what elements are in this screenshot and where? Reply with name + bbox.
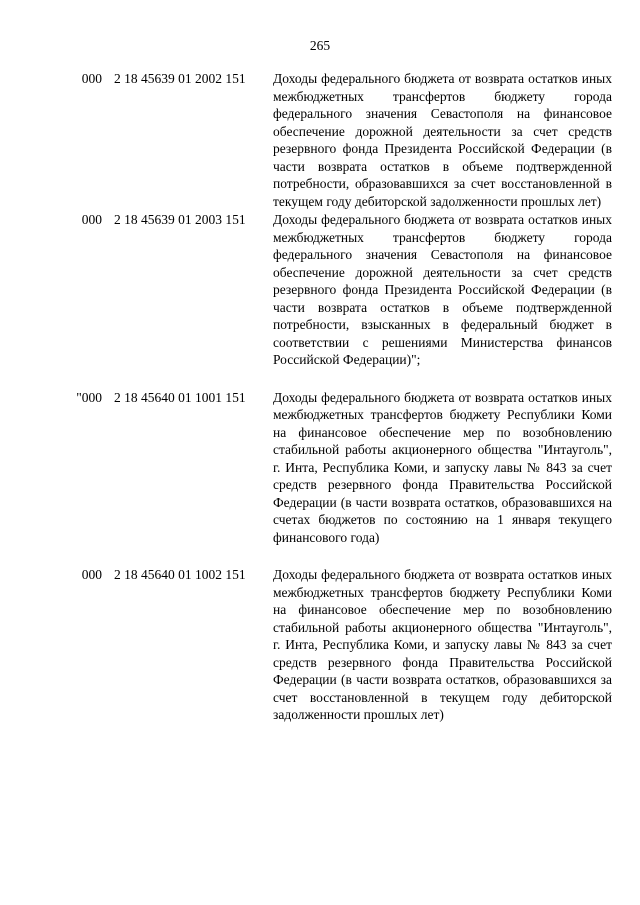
row-description: Доходы федерального бюджета от возврата остатков иных межбюджетных трансфертов бюджету города федерального значения Севастополя на финансовое обеспечение дорожной деятельности за счет средств резервного фонда Президента Российской Федерации (в части возврата остатков в объеме подтвержденной потребности, взысканных в федеральный бюджет в соответствии с решениями Министерства финансов Российской Федерации)"; <box>273 212 612 367</box>
admin-code: 000 <box>81 212 102 227</box>
row-description: Доходы федерального бюджета от возврата остатков иных межбюджетных трансфертов бюджету Республики Коми на финансовое обеспечение мер по возобновлению стабильной работы акционерного общества "Интауголь", г. Инта, Республика Коми, и запуску лавы № 843 за счет средств резервного фонда Правительства Российской Федерации (в части возврата остатков, образовавшихся за счет восстановленной в текущем году дебиторской задолженности прошлых лет) <box>273 567 612 722</box>
table-row <box>0 211 640 369</box>
table-row <box>0 566 640 724</box>
admin-code: 000 <box>81 567 102 582</box>
budget-classification-code: 2 18 45640 01 1002 151 <box>114 567 246 582</box>
budget-code-table <box>0 70 640 724</box>
admin-code: 000 <box>81 71 102 86</box>
table-row <box>0 70 640 210</box>
admin-code: "000 <box>76 389 102 405</box>
row-description: Доходы федерального бюджета от возврата остатков иных межбюджетных трансфертов бюджету Республики Коми на финансовое обеспечение мер по возобновлению стабильной работы акционерного общества "Интауголь", г. Инта, Республика Коми, и запуску лавы № 843 за счет средств резервного фонда Правительства Российской Федерации (в части возврата остатков, образовавшихся на счетах бюджетов по состоянию на 1 января текущего финансового года) <box>273 389 612 545</box>
row-description: Доходы федерального бюджета от возврата остатков иных межбюджетных трансфертов бюджету города федерального значения Севастополя на финансовое обеспечение дорожной деятельности за счет средств резервного фонда Президента Российской Федерации (в части возврата остатков в объеме подтвержденной потребности, образовавшихся за счет восстановленной в текущем году дебиторской задолженности прошлых лет) <box>273 71 612 209</box>
budget-classification-code: 2 18 45639 01 2002 151 <box>114 71 246 86</box>
budget-classification-code: 2 18 45639 01 2003 151 <box>114 212 246 227</box>
budget-classification-code: 2 18 45640 01 1001 151 <box>114 389 246 405</box>
table-row <box>0 389 640 547</box>
page-number: 265 <box>309 38 331 53</box>
